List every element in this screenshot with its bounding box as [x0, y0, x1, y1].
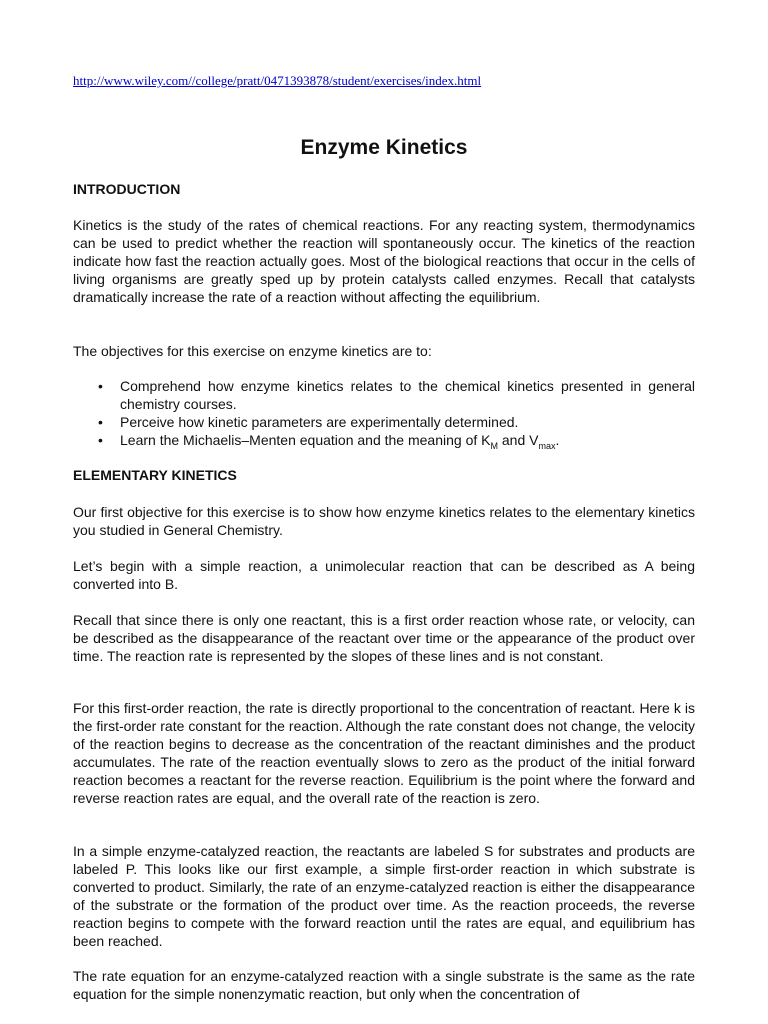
km-subscript: M — [490, 440, 498, 451]
introduction-paragraph-2: The objectives for this exercise on enzyme kinetics are to: — [73, 343, 432, 359]
list-item — [73, 377, 695, 413]
bullet-icon: • — [98, 378, 103, 394]
elementary-paragraph-3: Recall that since there is only one reactant, this is a first order reaction whose rate, or velocity, can be described as the disappearance of the reactant over time or the appearance of the product over time. The reaction rate is represented by the slopes of these lines and is not constant. — [73, 612, 695, 664]
objective-text-3 — [120, 432, 560, 451]
elementary-paragraph-1: Our first objective for this exercise is to show how enzyme kinetics relates to the elementary kinetics you studied in General Chemistry. — [73, 504, 695, 538]
source-url-link[interactable]: http://www.wiley.com//college/pratt/0471393878/student/exercises/index.html — [73, 73, 482, 88]
objective-text-3-mid: and V — [497, 432, 539, 448]
objective-text-3-post: . — [555, 432, 560, 448]
document-title: Enzyme Kinetics — [300, 136, 468, 159]
elementary-paragraph-6: The rate equation for an enzyme-catalyzed reaction with a single substrate is the same as the rate equation for the simple nonenzymatic reaction, but only when the concentration of — [73, 968, 695, 1002]
elementary-kinetics-heading: ELEMENTARY KINETICS — [73, 467, 237, 483]
introduction-heading: INTRODUCTION — [73, 181, 181, 197]
objective-text-1: Comprehend how enzyme kinetics relates to the chemical kinetics presented in general chemistry courses. — [120, 378, 695, 412]
list-item — [73, 413, 695, 431]
objectives-list — [73, 377, 695, 449]
elementary-paragraph-5: In a simple enzyme-catalyzed reaction, the reactants are labeled S for substrates and products are labeled P. This looks like our first example, a simple first-order reaction in which substrate is converted to product. Similarly, the rate of an enzyme-catalyzed reaction is either the disappearance of the substrate or the formation of the product over time. As the reaction proceeds, the reverse reaction begins to compete with the forward reaction until the rates are equal, and equilibrium has been reached. — [73, 843, 695, 949]
elementary-paragraph-4: For this first-order reaction, the rate is directly proportional to the concentration of reactant. Here k is the first-order rate constant for the reaction. Although the rate constant does not change, the velocity of the reaction begins to decrease as the concentration of the reactant diminishes and the product accumulates. The rate of the reaction eventually slows to zero as the product of the initial forward reaction becomes a reactant for the reverse reaction. Equilibrium is the point where the forward and reverse reaction rates are equal, and the overall rate of the reaction is zero. — [73, 700, 695, 806]
bullet-icon: • — [98, 432, 103, 448]
introduction-paragraph-1: Kinetics is the study of the rates of chemical reactions. For any reacting system, thermodynamics can be used to predict whether the reaction will spontaneously occur. The kinetics of the reaction indicate how fast the reaction actually goes. Most of the biological reactions that occur in the cells of living organisms are greatly sped up by protein catalysts called enzymes. Recall that catalysts dramatically increase the rate of a reaction without affecting the equilibrium. — [73, 217, 695, 305]
list-item — [73, 431, 695, 449]
vmax-subscript: max — [538, 440, 556, 451]
objective-text-2: Perceive how kinetic parameters are experimentally determined. — [120, 414, 519, 430]
bullet-icon: • — [98, 414, 103, 430]
objective-text-3-pre: Learn the Michaelis–Menten equation and the meaning of K — [120, 432, 491, 448]
elementary-paragraph-2: Let’s begin with a simple reaction, a unimolecular reaction that can be described as A being converted into B. — [73, 558, 695, 592]
